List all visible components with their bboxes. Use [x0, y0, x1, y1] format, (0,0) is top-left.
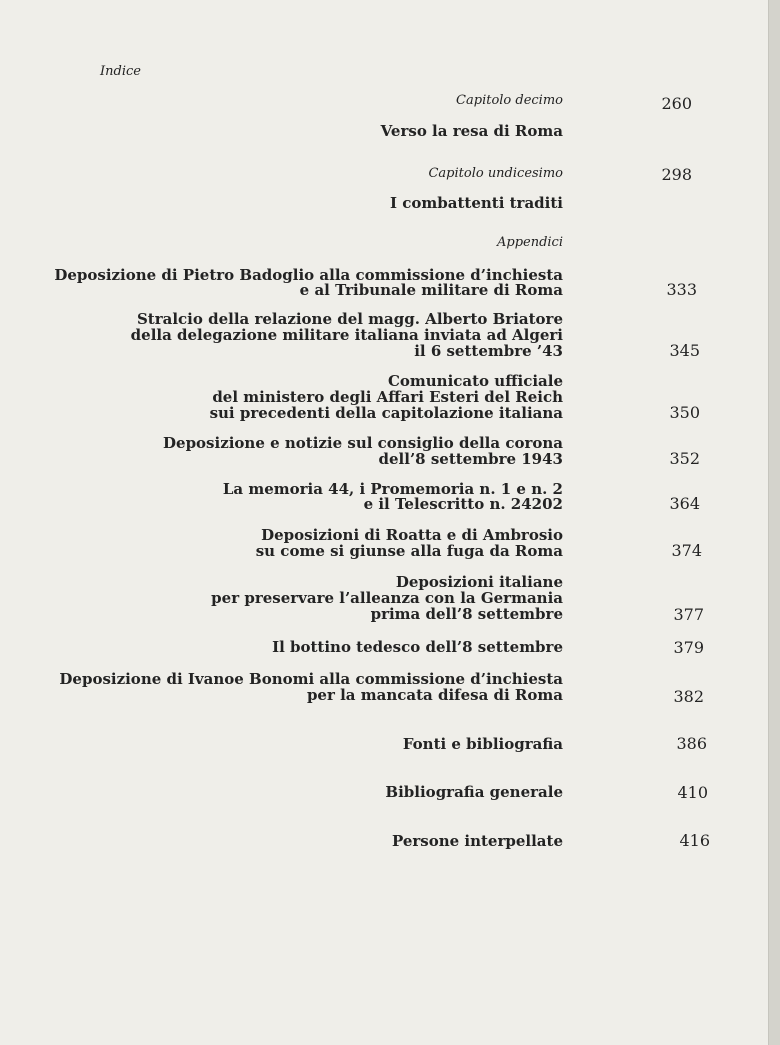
page-edge	[768, 0, 780, 1045]
page-number: 377	[673, 605, 704, 624]
page-number: 260	[661, 94, 692, 113]
chapter-title: Verso la resa di Roma	[380, 122, 563, 140]
page-number: 352	[669, 449, 700, 468]
page-number: 350	[669, 403, 700, 422]
toc-entry-line: su come si giunse alla fuga da Roma	[255, 542, 563, 560]
toc-entry-line: dell’8 settembre 1943	[378, 450, 563, 468]
toc-entry-line: Stralcio della relazione del magg. Alberto Briatore	[136, 310, 563, 328]
toc-entry-line: Deposizione e notizie sul consiglio della corona	[163, 434, 563, 452]
toc-entry-line: sui precedenti della capitolazione italiana	[209, 404, 563, 422]
toc-entry-line: Bibliografia generale	[385, 783, 563, 801]
page-number: 382	[673, 687, 704, 706]
toc-entry-line: Persone interpellate	[391, 832, 563, 850]
page-number: 410	[677, 783, 708, 802]
chapter-label: Capitolo decimo	[456, 93, 563, 108]
chapter-label: Capitolo undicesimo	[428, 166, 563, 181]
toc-entry-line: della delegazione militare italiana inviata ad Algeri	[130, 326, 563, 344]
running-head: Indice	[100, 64, 141, 79]
page-number: 298	[661, 165, 692, 184]
toc-entry-line: e il Telescritto n. 24202	[363, 495, 563, 513]
chapter-title: I combattenti traditi	[390, 194, 563, 212]
toc-entry-line: La memoria 44, i Promemoria n. 1 e n. 2	[222, 480, 563, 498]
toc-entry-line: Deposizione di Ivanoe Bonomi alla commissione d’inchiesta	[59, 670, 563, 688]
toc-entry-line: Il bottino tedesco dell’8 settembre	[272, 638, 563, 656]
toc-entry-line: Fonti e bibliografia	[402, 735, 563, 753]
toc-entry-line: e al Tribunale militare di Roma	[299, 281, 563, 299]
toc-entry-line: per preservare l’alleanza con la Germania	[211, 589, 563, 607]
toc-entry-line: Deposizioni di Roatta e di Ambrosio	[261, 526, 563, 544]
toc-entry-line: Comunicato ufficiale	[387, 372, 563, 390]
toc-entry-line: il 6 settembre ’43	[414, 342, 563, 360]
page-number: 379	[673, 638, 704, 657]
toc-entry-line: Deposizioni italiane	[395, 573, 563, 591]
page-number: 374	[671, 541, 702, 560]
toc-entry-line: Deposizione di Pietro Badoglio alla commissione d’inchiesta	[54, 266, 563, 284]
toc-entry-line: del ministero degli Affari Esteri del Reich	[212, 388, 563, 406]
page-number: 364	[669, 494, 700, 513]
toc-entry-line: per la mancata difesa di Roma	[306, 686, 563, 704]
page-number: 345	[669, 341, 700, 360]
appendices-label: Appendici	[496, 235, 563, 250]
page-number: 333	[666, 280, 697, 299]
page-number: 386	[676, 734, 707, 753]
toc-entry-line: prima dell’8 settembre	[370, 605, 563, 623]
page-number: 416	[679, 831, 710, 850]
